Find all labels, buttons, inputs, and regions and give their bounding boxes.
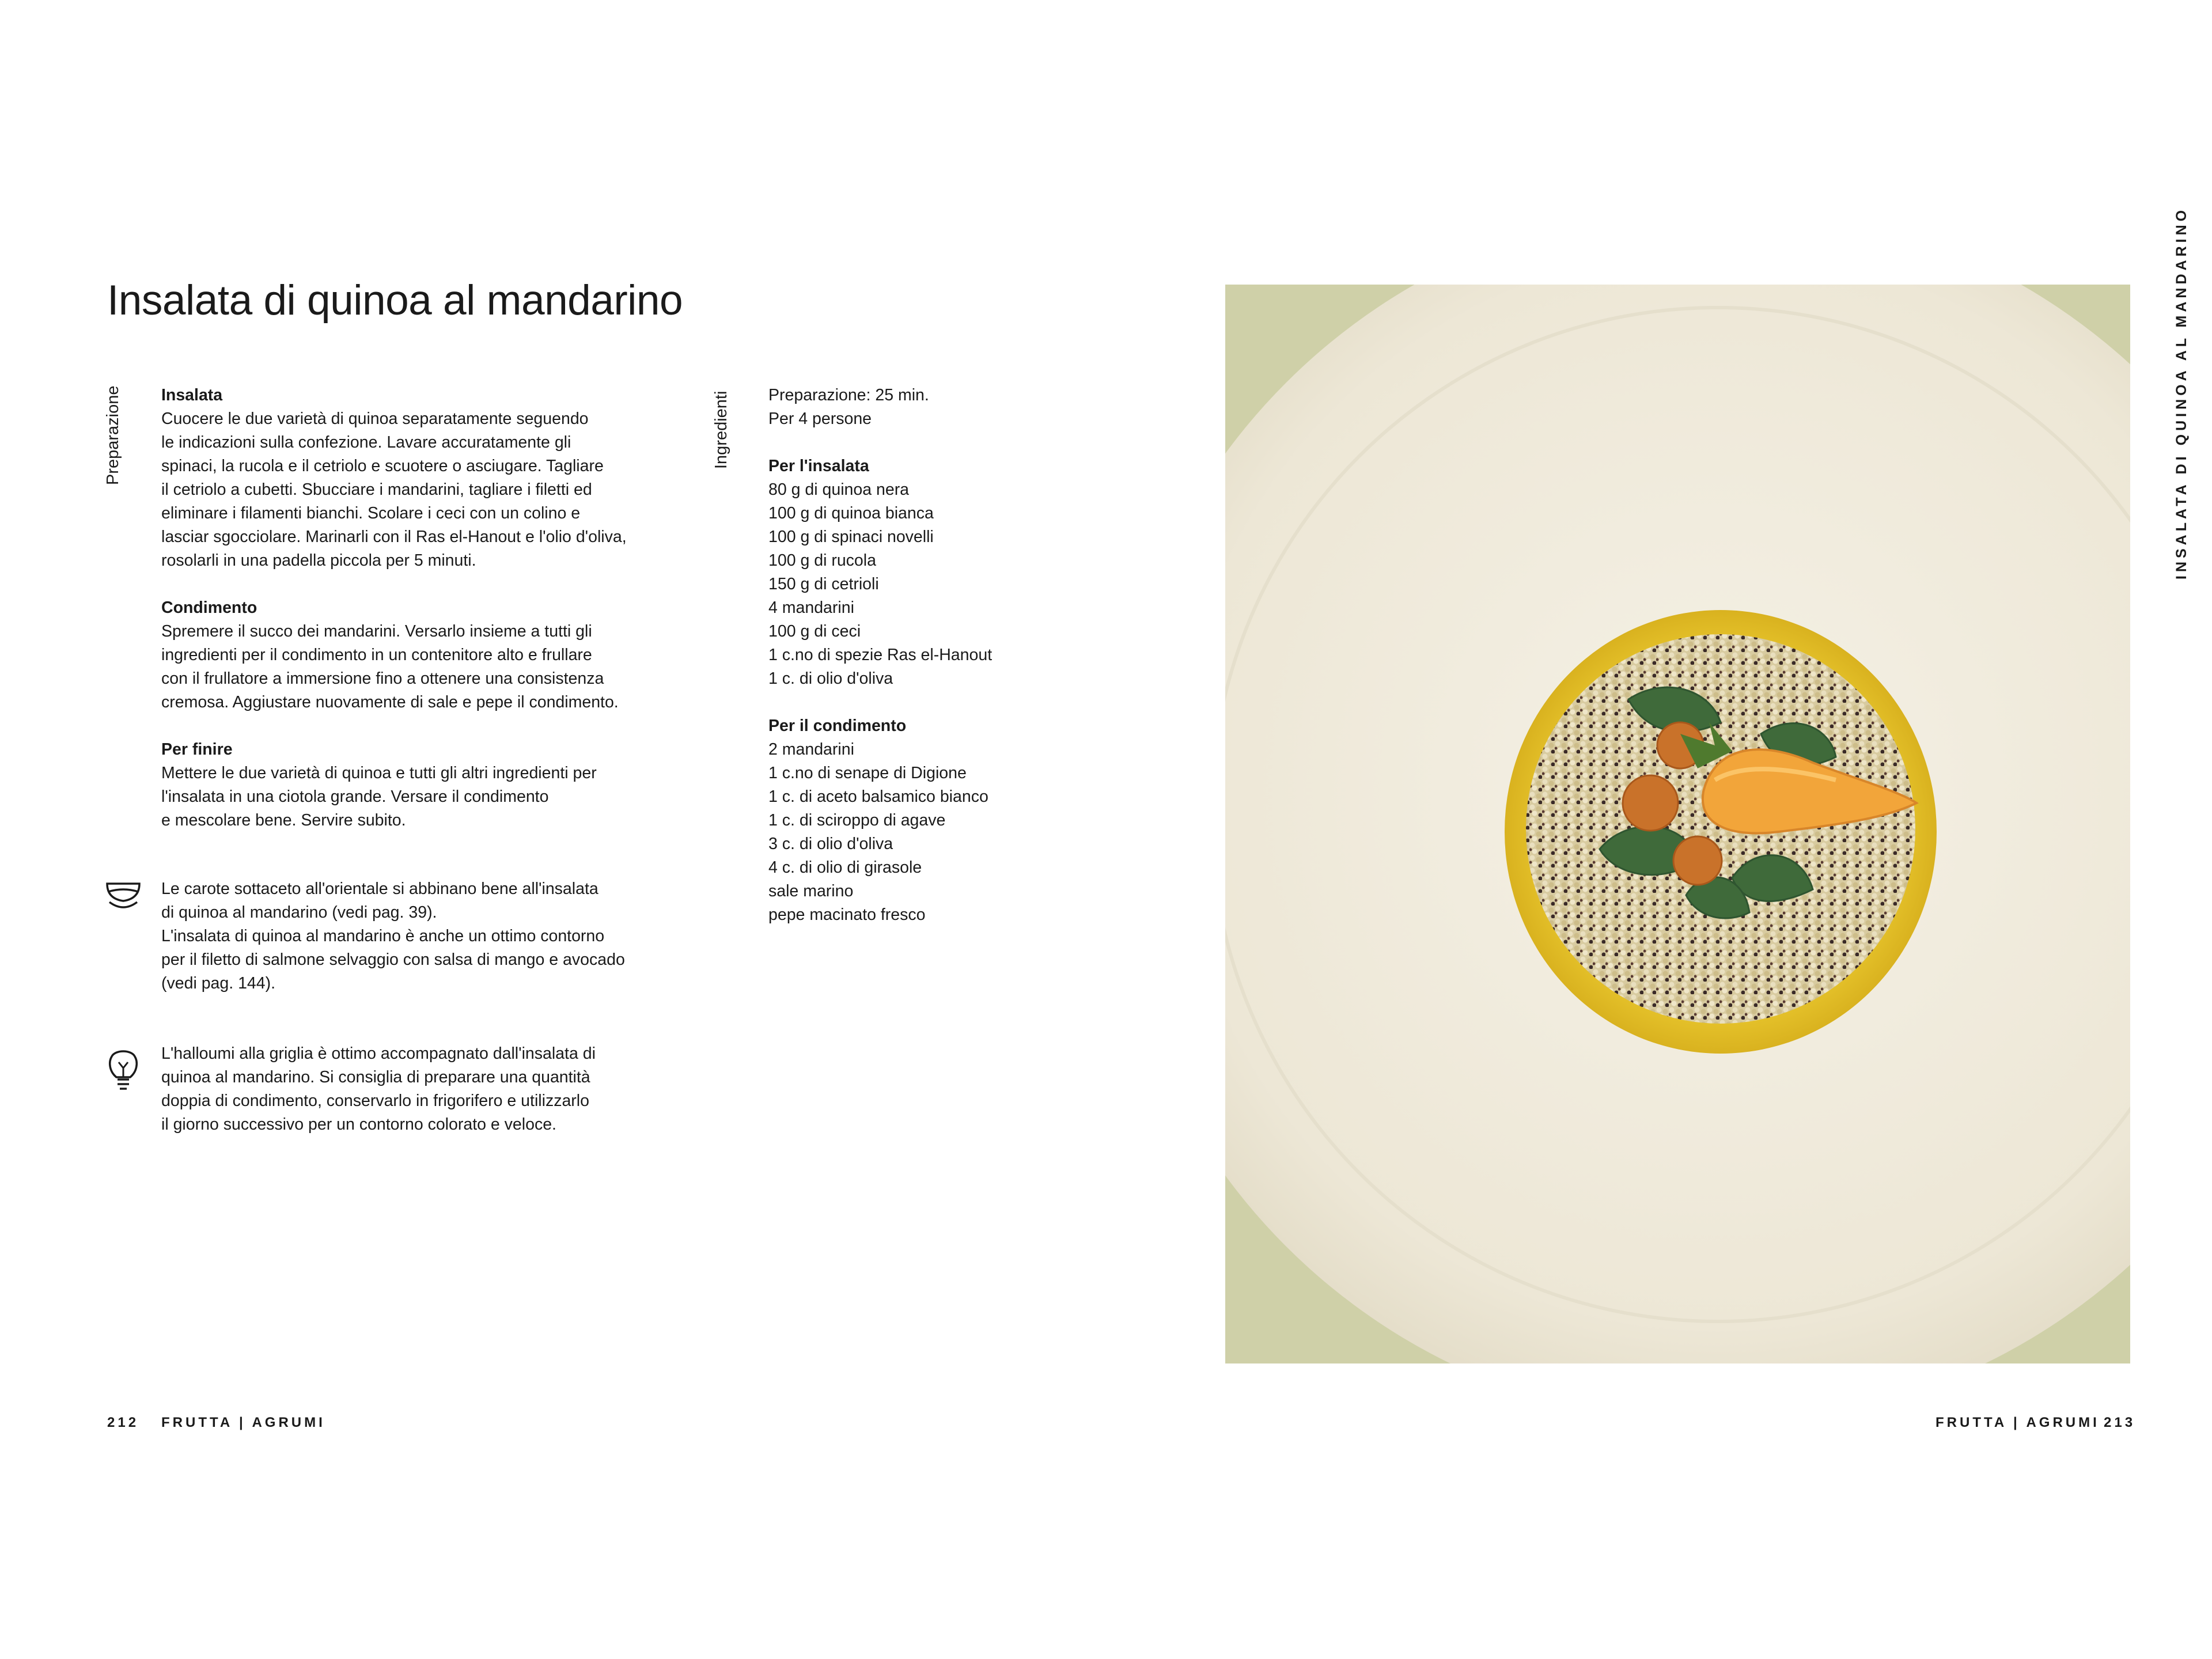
list-item: 1 c.no di spezie Ras el-Hanout xyxy=(768,646,993,664)
ingredienti-list xyxy=(768,384,992,927)
text-line: quinoa al mandarino. Si consiglia di preparare una quantità xyxy=(161,1068,590,1086)
text-line: il giorno successivo per un contorno colorato e veloce. xyxy=(161,1115,556,1134)
text-line: lasciar sgocciolare. Marinarli con il Ras el-Hanout e l'olio d'oliva, xyxy=(161,528,627,546)
text-line: il cetriolo a cubetti. Sbucciare i mandarini, tagliare i filetti ed xyxy=(161,480,592,499)
list-item: 1 c. di aceto balsamico bianco xyxy=(768,787,988,806)
list-item: 1 c. di sciroppo di agave xyxy=(768,811,946,830)
servings: Per 4 persone xyxy=(768,410,872,428)
text-line: l'insalata in una ciotola grande. Versare il condimento xyxy=(161,787,549,806)
text-line: Le carote sottaceto all'orientale si abbinano bene all'insalata xyxy=(161,880,599,898)
list-item: 100 g di ceci xyxy=(768,622,861,641)
page-number-left: 212 xyxy=(107,1415,139,1430)
text-line: rosolarli in una padella piccola per 5 minuti. xyxy=(161,551,476,570)
running-head: INSALATA DI QUINOA AL MANDARINO xyxy=(2173,206,2190,579)
list-item: 1 c.no di senape di Digione xyxy=(768,764,967,782)
tip-pairing xyxy=(161,877,625,995)
text-line: L'halloumi alla griglia è ottimo accompagnato dall'insalata di xyxy=(161,1044,596,1063)
preparazione-text xyxy=(161,384,627,832)
list-item: 1 c. di olio d'oliva xyxy=(768,669,893,688)
list-item: 4 c. di olio di girasole xyxy=(768,858,922,877)
list-item: 4 mandarini xyxy=(768,599,854,617)
text-line: Cuocere le due varietà di quinoa separatamente seguendo xyxy=(161,410,589,428)
text-line: di quinoa al mandarino (vedi pag. 39). xyxy=(161,903,437,922)
text-line: doppia di condimento, conservarlo in frigorifero e utilizzarlo xyxy=(161,1092,589,1110)
list-item: 150 g di cetrioli xyxy=(768,575,879,593)
text-line: Spremere il succo dei mandarini. Versarlo insieme a tutti gli xyxy=(161,622,592,641)
text-line: Mettere le due varietà di quinoa e tutti gli altri ingredienti per xyxy=(161,764,597,782)
prep-time: Preparazione: 25 min. xyxy=(768,386,929,404)
text-line: eliminare i filamenti bianchi. Scolare i ceci con un colino e xyxy=(161,504,581,522)
text-line: e mescolare bene. Servire subito. xyxy=(161,811,406,830)
text-line: con il frullatore a immersione fino a ottenere una consistenza xyxy=(161,669,604,688)
group-heading-insalata: Per l'insalata xyxy=(768,457,869,475)
dish-photo xyxy=(1225,285,2130,1363)
list-item: pepe macinato fresco xyxy=(768,906,926,924)
list-item: 2 mandarini xyxy=(768,740,854,759)
ingredienti-label: Ingredienti xyxy=(712,391,730,469)
group-heading-condimento: Per il condimento xyxy=(768,717,907,735)
list-item: 100 g di spinaci novelli xyxy=(768,528,934,546)
lightbulb-icon xyxy=(107,1045,139,1091)
list-item: 3 c. di olio d'oliva xyxy=(768,835,893,853)
section-heading-per-finire: Per finire xyxy=(161,740,233,759)
text-line: cremosa. Aggiustare nuovamente di sale e pepe il condimento. xyxy=(161,693,619,711)
page-number-right: 213 xyxy=(2104,1415,2136,1430)
footer-section-left: FRUTTA | AGRUMI xyxy=(161,1415,325,1430)
text-line: ingredienti per il condimento in un contenitore alto e frullare xyxy=(161,646,592,664)
list-item: 100 g di quinoa bianca xyxy=(768,504,934,522)
list-item: 80 g di quinoa nera xyxy=(768,480,910,499)
text-line: L'insalata di quinoa al mandarino è anche un ottimo contorno xyxy=(161,927,605,945)
tip-idea xyxy=(161,1042,596,1137)
list-item: 100 g di rucola xyxy=(768,551,876,570)
bowl-icon xyxy=(105,879,142,914)
list-item: sale marino xyxy=(768,882,854,900)
preparazione-label: Preparazione xyxy=(104,385,122,485)
text-line: spinaci, la rucola e il cetriolo e scuotere o asciugare. Tagliare xyxy=(161,457,604,475)
dish-illustration xyxy=(1225,285,2130,1363)
section-heading-condimento: Condimento xyxy=(161,599,257,617)
text-line: (vedi pag. 144). xyxy=(161,974,276,993)
text-line: per il filetto di salmone selvaggio con salsa di mango e avocado xyxy=(161,950,625,969)
footer-section-right: FRUTTA | AGRUMI xyxy=(1936,1415,2100,1430)
page-title: Insalata di quinoa al mandarino xyxy=(107,277,683,324)
text-line: le indicazioni sulla confezione. Lavare accuratamente gli xyxy=(161,433,571,452)
section-heading-insalata: Insalata xyxy=(161,386,223,404)
